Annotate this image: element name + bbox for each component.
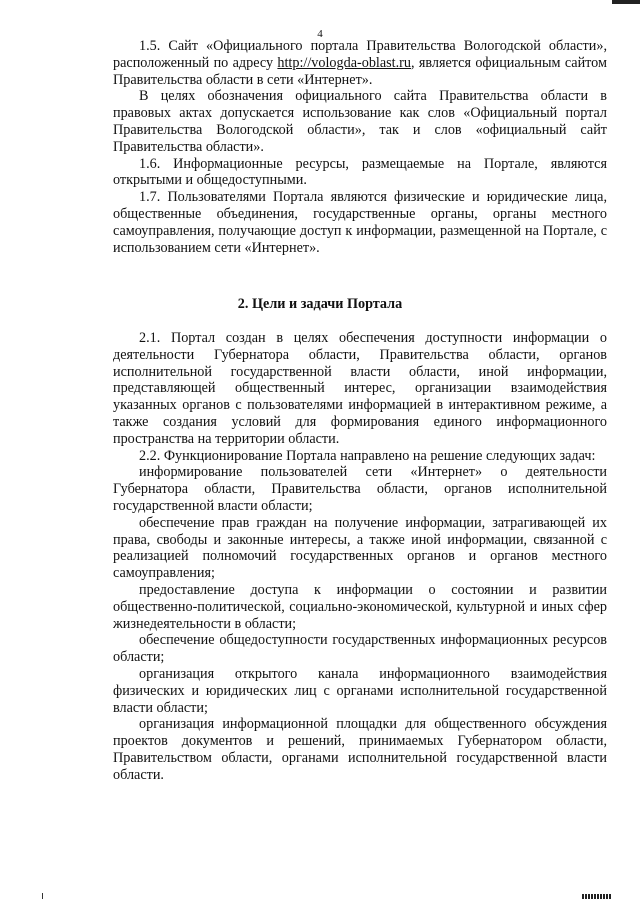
task-item: информирование пользователей сети «Интернет» о деятельности Губернатора области, Правительства области, органов исполнительной государственной власти области; — [113, 464, 607, 514]
task-item: предоставление доступа к информации о состоянии и развитии общественно-политической, социально-экономической, культурной и иных сфер жизнедеятельности в области; — [113, 581, 607, 632]
section-2-body — [113, 330, 607, 784]
scan-mark-bottom-left — [42, 893, 43, 899]
paragraph-2-2: 2.2. Функционирование Портала направлено на решение следующих задач: — [139, 447, 596, 464]
page-number: 4 — [317, 28, 323, 40]
section-1-continued — [113, 38, 607, 256]
task-item: обеспечение прав граждан на получение информации, затрагивающей их права, свободы и законные интересы, а также иной информации, связанной с реализацией полномочий государственных органов и органов местного самоуправления; — [113, 514, 607, 582]
task-item: обеспечение общедоступности государственных информационных ресурсов области; — [113, 632, 607, 666]
task-item: организация информационной площадки для общественного обсуждения проектов документов и решений, принимаемых Губернатором области, Правительством области, органами исполнительной государственной власти области. — [113, 716, 607, 783]
paragraph-1-5-end: , является официальным сайтом Правительства области в сети «Интернет». — [113, 54, 607, 88]
section-2-heading: 2. Цели и задачи Портала — [237, 296, 403, 312]
paragraph-2-1: 2.1. Портал создан в целях обеспечения доступности информации о деятельности Губернатора области, Правительства области, органов исполнительной государственной власти области, иной информации, представляющей общественный интерес, организации взаимодействия указанных органов с пользователями информацией в интерактивном режиме, а также создания условий для формирования единого информационного пространства на территории области. — [113, 330, 607, 447]
scan-mark-top — [612, 0, 640, 4]
portal-url-link[interactable]: http://vologda-oblast.ru — [277, 54, 411, 71]
paragraph-1-5 — [113, 38, 607, 88]
task-item: организация открытого канала информационного взаимодействия физических и юридических лиц с органами исполнительной государственной власти области; — [113, 665, 607, 716]
paragraph-1-5-start: 1.5. Сайт «Официального портала Правительства Вологодской области», расположенный по адресу — [113, 38, 607, 71]
paragraph-1-5-note: В целях обозначения официального сайта Правительства области в правовых актах допускается использование как слов «Официальный портал Правительства Вологодской области», так и слов «официальный сайт Правительства области». — [113, 88, 607, 155]
paragraph-1-7: 1.7. Пользователями Портала являются физические и юридические лица, общественные объединения, государственные органы, органы местного самоуправления, получающие доступ к информации, размещенной на Портале, с использованием сети «Интернет». — [113, 189, 607, 256]
paragraph-1-6: 1.6. Информационные ресурсы, размещаемые на Портале, являются открытыми и общедоступными. — [113, 155, 607, 189]
scan-mark-bottom-right — [582, 894, 612, 899]
